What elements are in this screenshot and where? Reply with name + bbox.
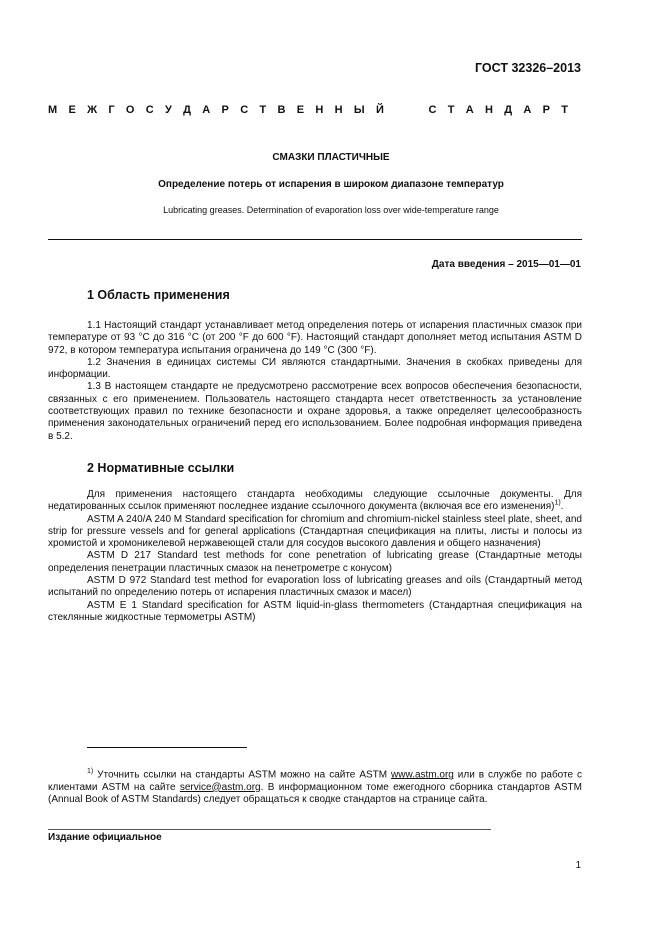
banner-letter: Г [108, 104, 115, 116]
footnote-divider [87, 747, 247, 748]
banner-letter: А [523, 104, 532, 116]
banner-letter: Н [484, 104, 493, 116]
footnote [48, 766, 582, 806]
banner-letter: Е [68, 104, 76, 116]
banner-letter: С [428, 104, 437, 116]
banner-letter: А [202, 104, 211, 116]
section-2-body [48, 489, 582, 624]
section-1-body [48, 320, 582, 443]
footnote-part: или в службе по работе с клиентами ASTM на сайте [48, 769, 582, 793]
footnote-part: Уточнить ссылки на стандарты ASTM можно на сайте ASTM [93, 769, 392, 781]
banner-letter: Й [375, 104, 384, 116]
banner-letter: Д [183, 104, 191, 116]
banner-gap [395, 104, 417, 116]
edition-divider [48, 829, 491, 830]
banner-letter: Д [504, 104, 513, 116]
footnote-text [48, 766, 582, 806]
page-number: 1 [575, 860, 581, 871]
banner-letter: Р [221, 104, 229, 116]
banner-letter: Ж [87, 104, 98, 116]
banner-letter: Т [259, 104, 267, 116]
paragraph [48, 489, 582, 514]
document-title: СМАЗКИ ПЛАСТИЧНЫЕ [272, 152, 390, 163]
section-1-heading: 1 Область применения [87, 288, 230, 302]
reference-item: ASTM D 972 Standard test method for evaporation loss of lubricating greases and oils (Стандартный метод испытаний по определению потерь от испарения пластичных смазок и масел) [48, 575, 582, 599]
banner-letter: Н [334, 104, 343, 116]
footnote-mark: 1) [87, 768, 94, 775]
interstate-standard-banner [48, 104, 568, 116]
english-title: Lubricating greases. Determination of evaporation loss over wide-temperature range [163, 205, 499, 215]
footnote-part: . В информационном томе ежегодного сборника стандартов ASTM (Annual Book of ASTM Standards) следует обращаться к сводке стандартов на странице сайта. [48, 781, 582, 805]
section-2-heading: 2 Нормативные ссылки [87, 461, 235, 475]
banner-letter: Ы [353, 104, 365, 116]
edition-label: Издание официальное [48, 832, 162, 843]
paragraph: 1.3 В настоящем стандарте не предусмотрено рассмотрение всех вопросов обеспечения безопасности, связанных с его применением. Пользователь настоящего стандарта несет ответственность за установление соответствующих правил по технике безопасности и охране здоровья, а также определяет целесообразность применения законодательных ограничений перед его использованием. Более подробная информация приведена в 5.2. [48, 381, 582, 442]
paragraph: 1.1 Настоящий стандарт устанавливает метод определения потерь от испарения пластичных смазок при температуре от 93 °С до 316 °С (от 200 °F до 600 °F). Настоящий стандарт дополняет метод испытания ASTM D 972, в котором температура испытания ограничена до 149 °С (300 °F). [48, 320, 582, 356]
banner-letter: А [465, 104, 474, 116]
banner-letter: С [240, 104, 249, 116]
astm-website-link[interactable]: www.astm.org [391, 769, 454, 781]
banner-letter: Т [561, 104, 568, 116]
reference-item: ASTM E 1 Standard specification for ASTM liquid-in-glass thermometers (Стандартная спецификация на стеклянные жидкостные термометры ASTM) [48, 599, 582, 623]
astm-service-email-link[interactable]: service@astm.org [179, 781, 261, 793]
introduction-date: Дата введения – 2015—01—01 [431, 259, 581, 270]
banner-letter: Р [542, 104, 550, 116]
footnote-mark: 1) [554, 499, 561, 507]
banner-letter: Н [315, 104, 324, 116]
title-divider [48, 239, 582, 240]
reference-item: ASTM A 240/A 240 M Standard specification for chromium and chromium-nickel stainless steel plate, sheet, and strip for pressure vessels and for general applications (Стандартная спецификация на плиты, листы и полосы из хромистой и хромоникелевой нержавеющей стали для сосудов высокого давления и общего назначения) [48, 513, 582, 550]
reference-item: ASTM D 217 Standard test methods for cone penetration of lubricating grease (Стандартные методы определения пенетрации пластичных смазок на пенетрометре с конусом) [48, 550, 582, 574]
banner-letter: Е [296, 104, 305, 116]
paragraph-end: . [560, 501, 564, 513]
banner-letter: С [145, 104, 154, 116]
standard-number: ГОСТ 32326–2013 [475, 61, 581, 75]
paragraph-text: Для применения настоящего стандарта необходимы следующие ссылочные документы. Для недатированных ссылок применяют последнее издание ссылочного документа (включая все его изменения) [48, 489, 582, 513]
document-subtitle: Определение потерь от испарения в широком диапазоне температур [158, 179, 504, 190]
paragraph: 1.2 Значения в единицах системы СИ являются стандартными. Значения в скобках приведены для информации. [48, 356, 582, 381]
banner-letter: Т [447, 104, 455, 116]
banner-letter: М [48, 104, 58, 116]
banner-letter: О [125, 104, 135, 116]
banner-letter: У [165, 104, 172, 116]
banner-letter: В [277, 104, 286, 116]
